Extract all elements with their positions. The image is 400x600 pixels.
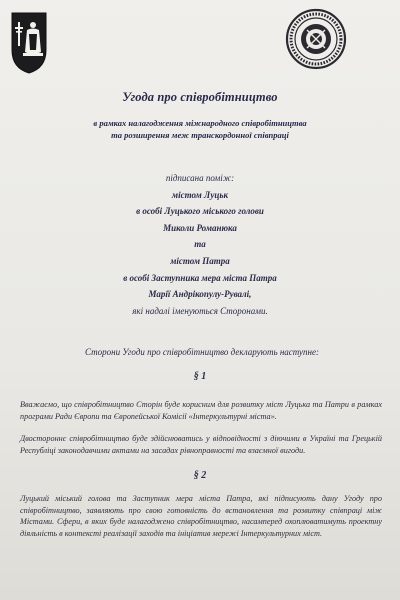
parties-line: підписана поміж: (165, 173, 235, 183)
parties-line: в особі Луцького міського голови (136, 206, 264, 217)
subtitle-line: та розширення меж транскордонної співпраці (111, 130, 289, 140)
parties-line: в особі Заступника мера міста Патра (123, 272, 277, 283)
declaration-line: Сторони Угоди про співробітництво декларують наступне: (84, 347, 320, 357)
parties-line: містом Патра (170, 255, 230, 266)
round-seal-icon (285, 8, 347, 70)
parties-line: Марії Андрікопулу-Рувалі, (148, 289, 252, 300)
section-1-paragraph-1: Вважаємо, що співробітництво Сторін буде корисним для розвитку міст Луцька та Патри в рамках програми Ради Європи та Європейської Комісії «Інтеркультурні міста». (20, 400, 382, 421)
section-2-paragraph-1: Луцький міський голова та Заступник мера міста Патра, які підписують дану Угоду про співробітництво, заявляють про свою готовність до встановлення та розвитку співпраці між Містами. Сфери, в яких буде налагоджено співробітництво, насамперед охоплюватимуть проектну діяльність в контексті реалізації заходів та ініціатив мережі Інтеркультурних міст. (20, 494, 382, 538)
document-subtitle (40, 117, 360, 141)
section-1-mark: § 1 (193, 371, 207, 382)
section-1-paragraph-2: Двостороннє співробітництво буде здійснюватись у відповідності з діючими в Україні та Грецькій Республіці законодавчими актами на засадах рівноправності та взаємної вигоди. (20, 434, 382, 455)
parties-line: які надалі іменуються Сторонами. (132, 305, 268, 316)
city-coat-of-arms-icon (11, 12, 47, 74)
subtitle-line: в рамках налагодження міжнародного співробітництва (93, 118, 307, 128)
parties-block (60, 170, 340, 319)
parties-line: та (194, 239, 206, 250)
document-title: Угода про співробітництво (122, 90, 278, 104)
parties-line: Миколи Романюка (163, 222, 237, 233)
title-block (40, 90, 360, 141)
section-2-mark: § 2 (193, 470, 207, 481)
parties-line: містом Луцьк (171, 189, 229, 200)
